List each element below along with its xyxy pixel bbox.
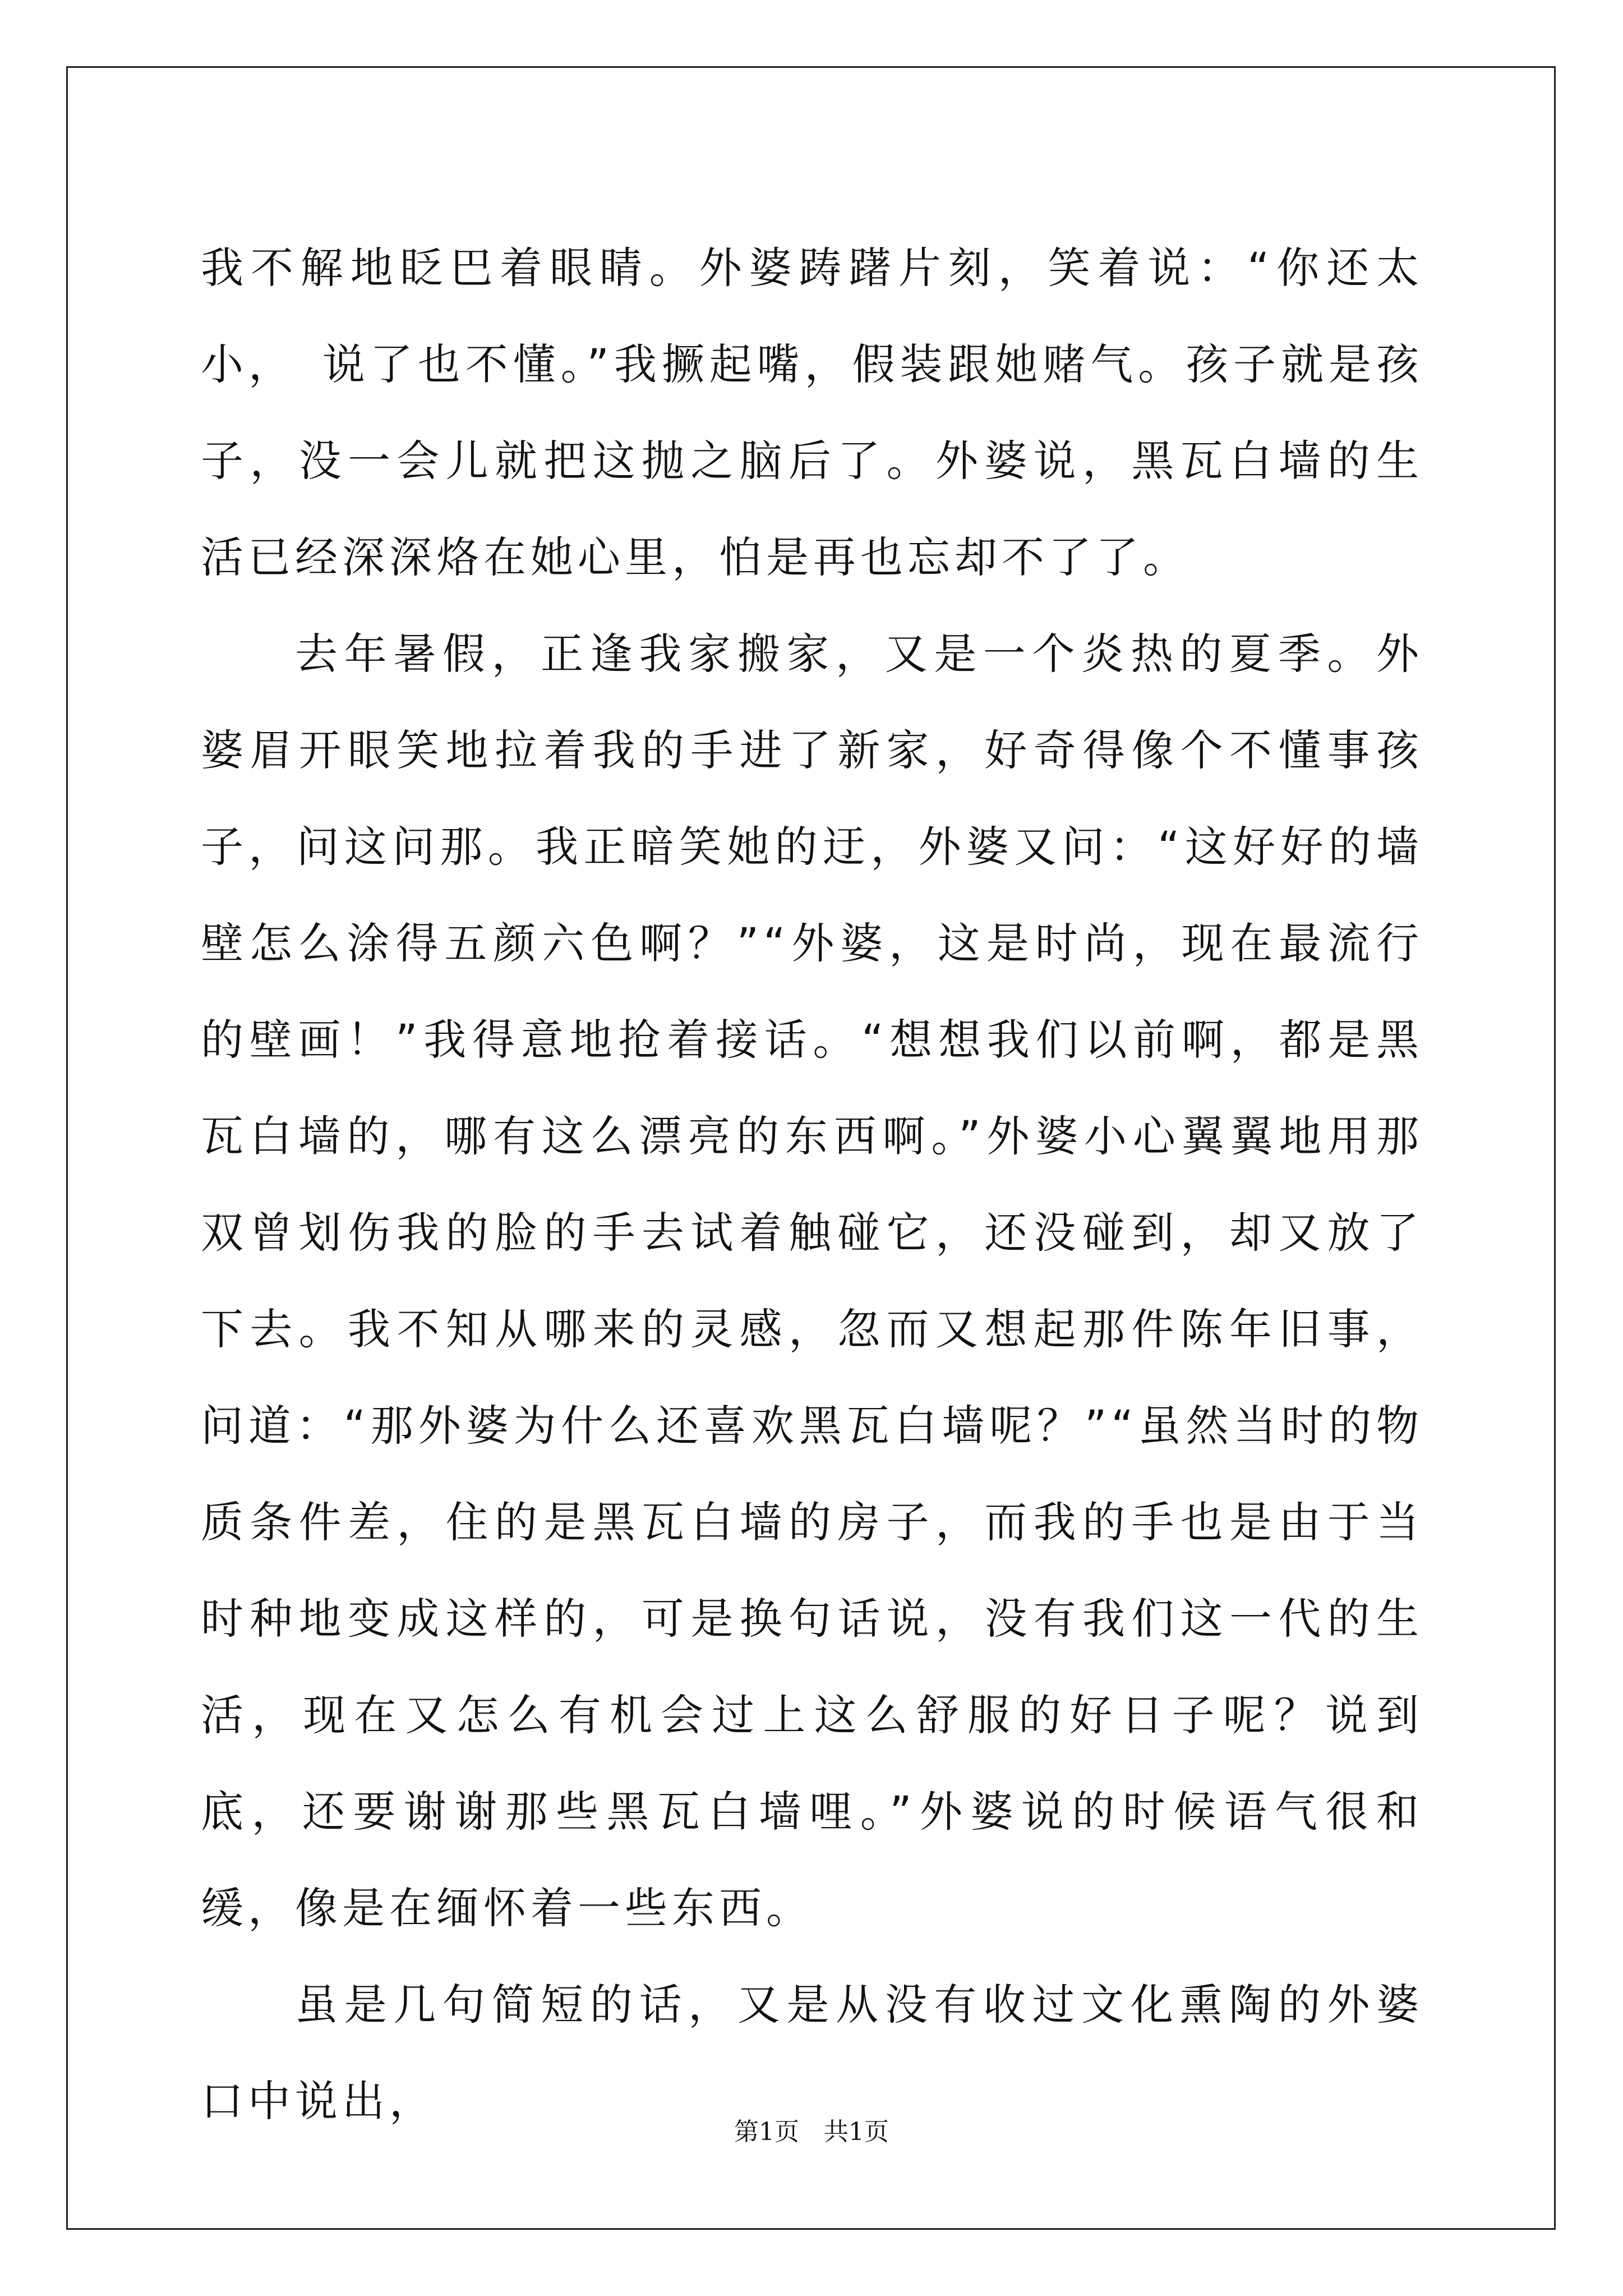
page-footer: 第1页 共1页 [734, 2118, 889, 2146]
paragraph-3: 虽是几句简短的话，又是从没有收过文化熏陶的外婆口中说出， [201, 1980, 1423, 2126]
paragraph-2: 去年暑假，正逢我家搬家，又是一个炎热的夏季。外婆眉开眼笑地拉着我的手进了新家，好奇得像个不懂事孩子，问这问那。我正暗笑她的迂，外婆又问：“这好好的墙壁怎么涂得五颜六色啊？”“外婆，这是时尚，现在最流行的壁画！”我得意地抢着接话。“想想我们以前啊，都是黑瓦白墙的，哪有这么漂亮的东西啊。”外婆小心翼翼地用那双曾划伤我的脸的手去试着触碰它，还没碰到，却又放了下去。我不知从哪来的灵感，忽而又想起那件陈年旧事，问道：“那外婆为什么还喜欢黑瓦白墙呢？”“虽然当时的物质条件差，住的是黑瓦白墙的房子，而我的手也是由于当时种地变成这样的，可是换句话说，没有我们这一代的生活，现在又怎么有机会过上这么舒服的好日子呢？说到底，还要谢谢那些黑瓦白墙哩。”外婆说的时候语气很和缓，像是在缅怀着一些东西。 [201, 629, 1423, 1933]
document-body [201, 220, 1423, 2150]
paragraph-1: 我不解地眨巴着眼睛。外婆踌躇片刻，笑着说：“你还太小， 说了也不懂。”我撅起嘴，假装跟她赌气。孩子就是孩子，没一会儿就把这抛之脑后了。外婆说，黑瓦白墙的生活已经深深烙在她心里，怕是再也忘却不了了。 [201, 243, 1423, 582]
